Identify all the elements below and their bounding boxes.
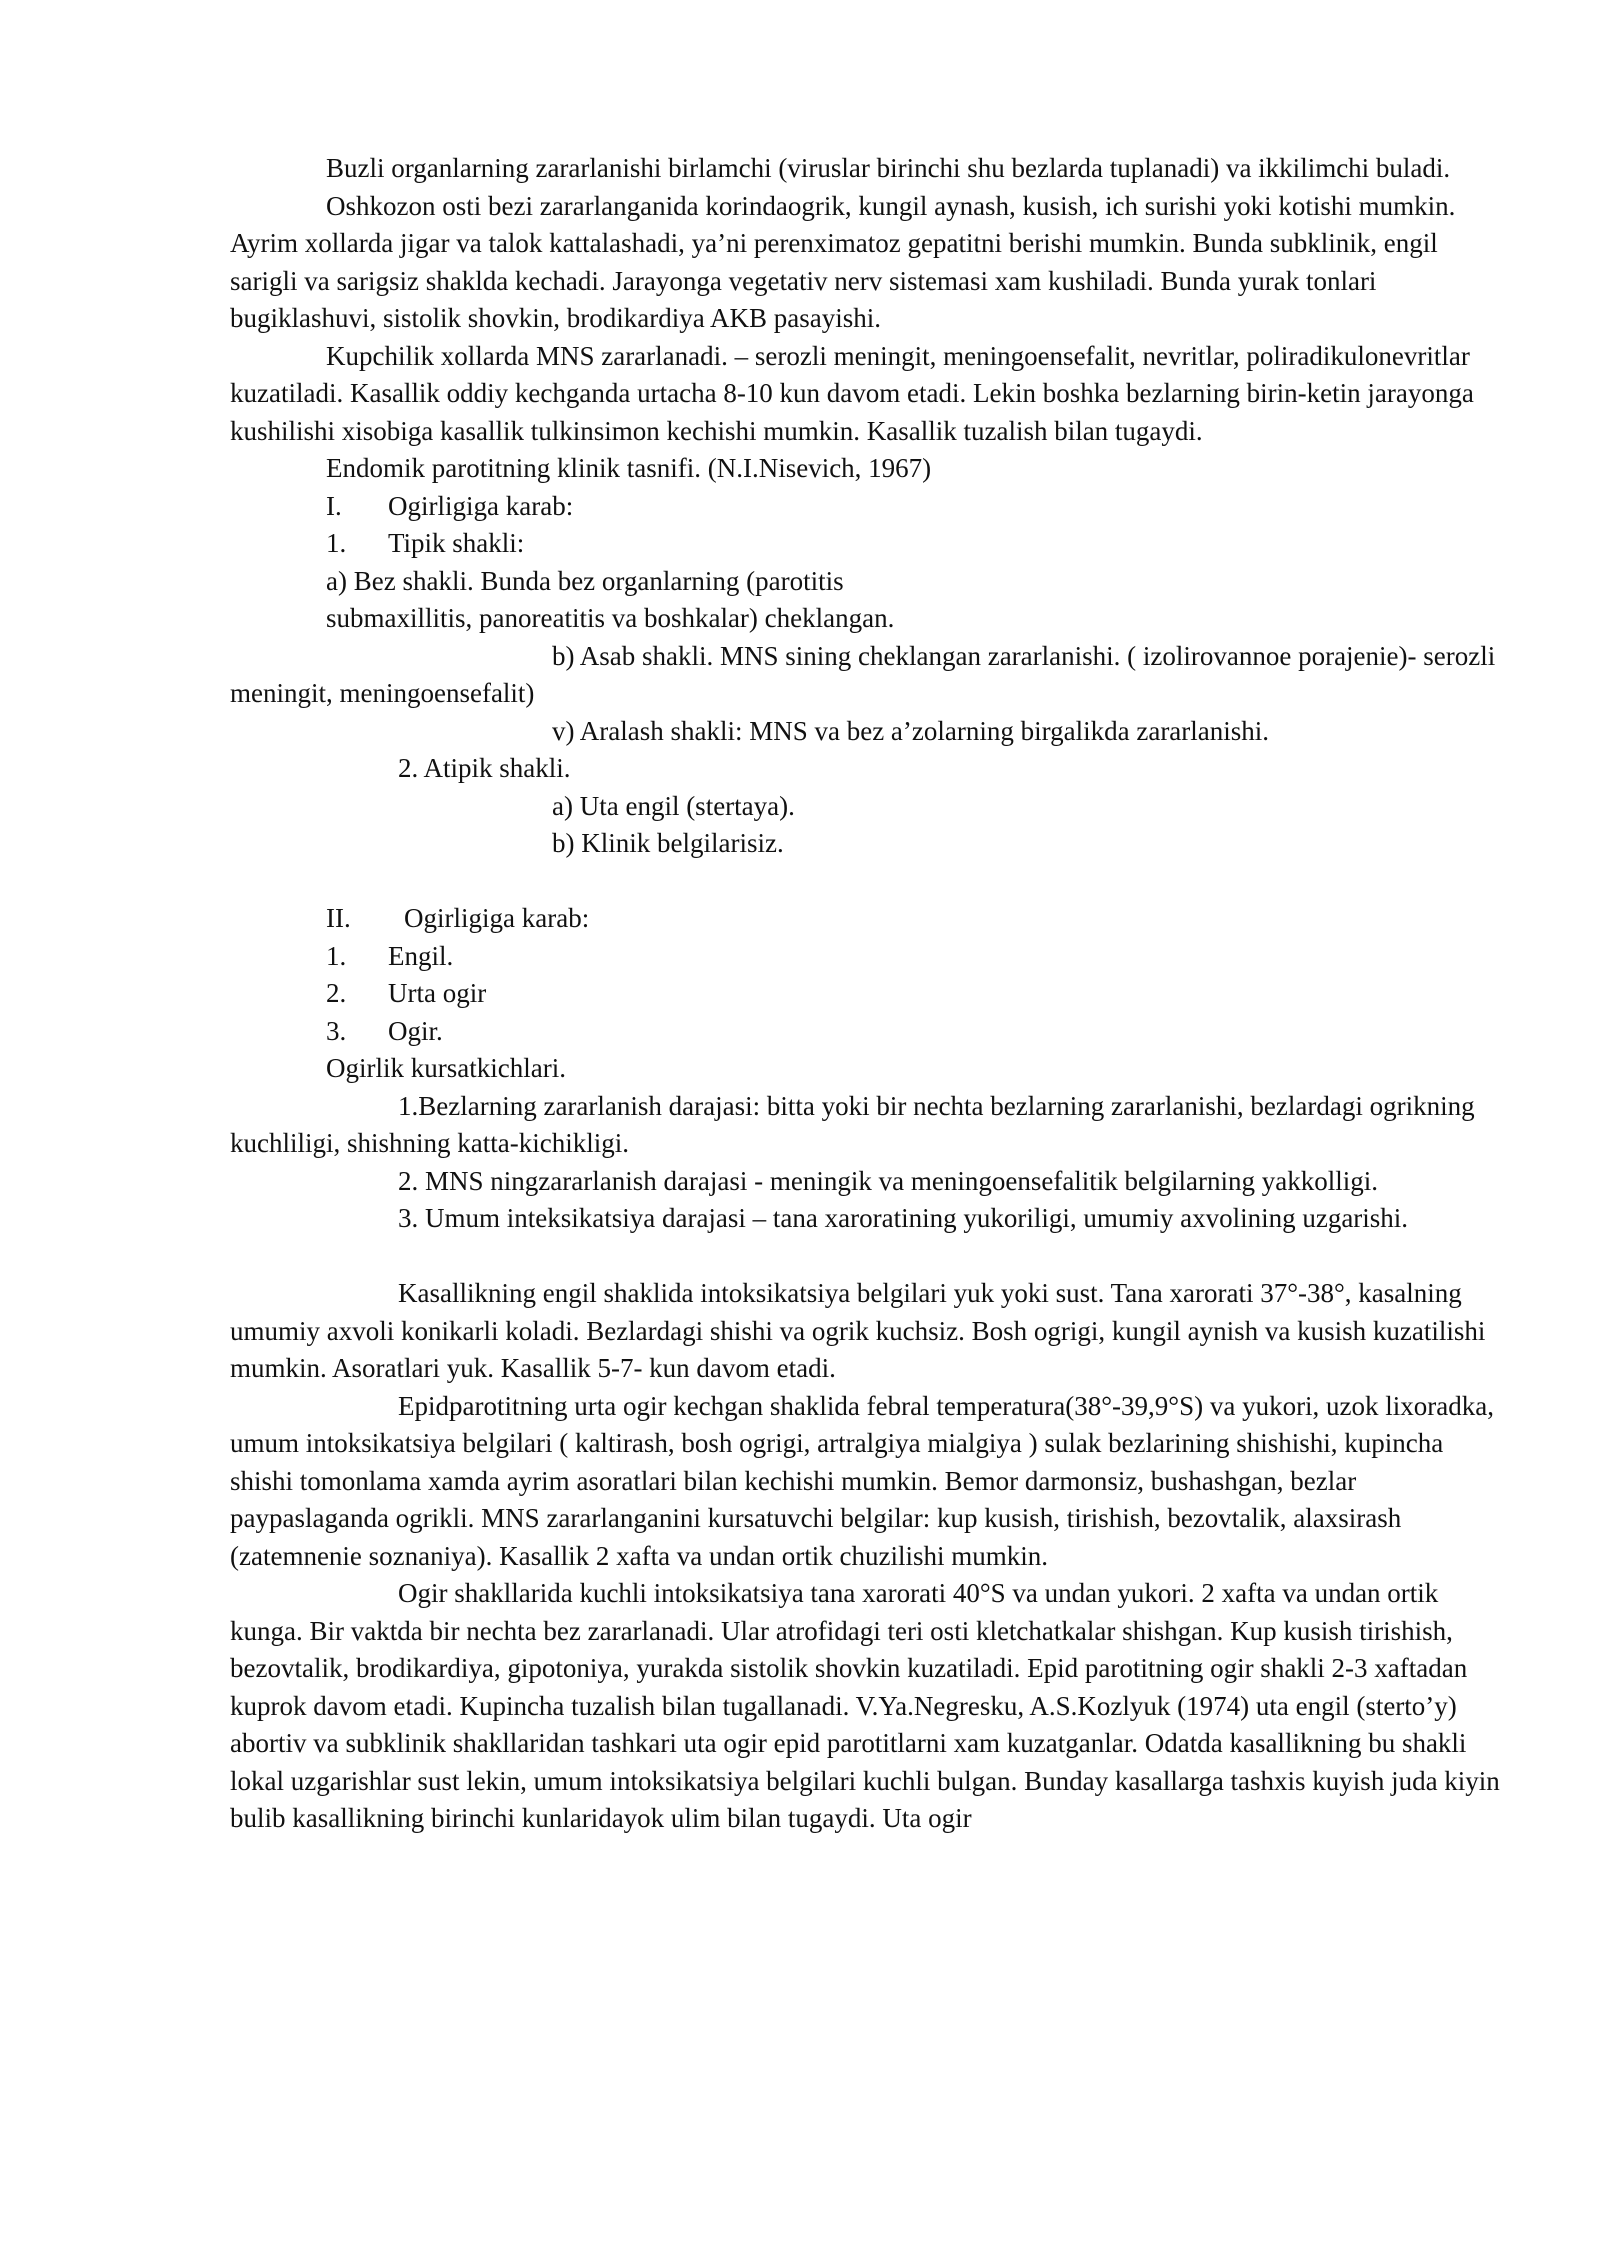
severity-number: 3. <box>326 1015 347 1046</box>
paragraph-cns: Kupchilik xollarda MNS zararlanadi. – serozli meningit, meningoensefalit, nevritlar, poliradikulonevritlar kuzatiladi. Kasallik oddiy kechganda urtacha 8-10 kun davom etadi. Lekin boshka bezlarning birin-ketin jarayonga kushilishi xisobiga kasallik tulkinsimon kechishi mumkin. Kasallik tuzalish bilan tugaydi. <box>230 340 1474 446</box>
typical-form-title: Tipik shakli: <box>388 528 525 558</box>
severity-number: 2. <box>326 978 347 1008</box>
section-2-title: Ogirligiga karab: <box>404 903 590 933</box>
severity-label: Ogir. <box>388 1015 443 1046</box>
typical-a-line2: submaxillitis, panoreatitis va boshkalar) cheklangan. <box>326 603 895 633</box>
section-1-number: I. <box>326 490 342 521</box>
section-1-heading <box>230 488 1500 526</box>
list-item <box>230 938 1500 976</box>
typical-b: b) Asab shakli. MNS sining cheklangan zararlanishi. ( izolirovannoe porajenie)- serozli meningit, meningoensefalit) <box>230 640 1496 708</box>
severity-label: Urta ogir <box>388 978 487 1008</box>
section-2-number: II. <box>326 903 351 933</box>
section-2-heading <box>230 900 1500 938</box>
atypical-b: b) Klinik belgilarisiz. <box>552 828 784 858</box>
indicator-2: 2. MNS ningzararlanish darajasi - meningik va meningoensefalitik belgilarning yakkolligi. <box>398 1165 1379 1196</box>
blank-line <box>230 863 1500 901</box>
paragraph-severe-form: Ogir shakllarida kuchli intoksikatsiya tana xarorati 40°S va undan yukori. 2 xafta va undan ortik kunga. Bir vaktda bir nechta bez zararlanadi. Ular atrofidagi teri osti kletchatkalar shishgan. Kup kusish tirishish, bezovtalik, brodikardiya, gipotoniya, yurakda sistolik shovkin kuzatiladi. Epid parotitning ogir shakli 2-3 xaftadan kuprok davom etadi. Kupincha tuzalish bilan tugallanadi. V.Ya.Negresku, A.S.Kozlyuk (1974) uta engil (sterto’y) abortiv va subklinik shakllaridan tashkari uta ogir epid parotitlarni xam kuzatganlar. Odatda kasallikning bu shakli lokal uzgarishlar sust lekin, umum intoksikatsiya belgilari kuchli bulgan. Bunday kasallarga tashxis kuyish juda kiyin bulib kasallikning birinchi kunlaridayok ulim bilan tugaydi. Uta ogir <box>230 1578 1500 1833</box>
severity-number: 1. <box>326 940 347 971</box>
document-body <box>230 150 1500 1838</box>
atypical-form-heading: 2. Atipik shakli. <box>398 753 571 783</box>
section-1-title: Ogirligiga karab: <box>388 490 574 521</box>
paragraph-mild-form: Kasallikning engil shaklida intoksikatsiya belgilari yuk yoki sust. Tana xarorati 37°-38°, kasalning umumiy axvoli konikarli koladi. Bezlardagi shishi va ogrik kuchsiz. Bosh ogrigi, kungil aynish va kusish kuzatilishi mumkin. Asoratlari yuk. Kasallik 5-7- kun davom etadi. <box>230 1278 1486 1383</box>
paragraph-pancreas: Oshkozon osti bezi zararlanganida korindaogrik, kungil aynash, kusish, ich surishi yoki kotishi mumkin. Ayrim xollarda jigar va talok kattalashadi, ya’ni perenximatoz gepatitni berishi mumkin. Bunda subklinik, engil sarigli va sarigsiz shakldа kechadi. Jarayonga vegetativ nerv sistemasi xam kushiladi. Bunda yurak tonlari bugiklashuvi, sistolik shovkin, brodikardiya AKB pasayishi. <box>230 190 1456 333</box>
paragraph-moderate-form: Epidparotitning urta ogir kechgan shaklida febral temperatura(38°-39,9°S) va yukori, uzok lixoradka, umum intoksikatsiya belgilari ( kaltirash, bosh ogrigi, artralgiya mialgiya ) sulak bezlarining shishishi, kupincha shishi tomonlama xamda ayrim asoratlari bilan kechishi mumkin. Bemor darmonsiz, bushashgan, bezlar paypaslaganda ogrikli. MNS zararlanganini kursatuvchi belgilar: kup kusish, tirishish, bezovtalik, alaxsirash (zatemnenie soznaniya). Kasallik 2 xafta va undan ortik chuzilishi mumkin. <box>230 1390 1495 1571</box>
typical-a-line1: a) Bez shakli. Bunda bez organlarning (parotitis <box>326 565 844 596</box>
typical-form-heading <box>230 525 1500 563</box>
indicator-1: 1.Bezlarning zararlanish darajasi: bitta yoki bir nechta bezlarning zararlanishi, bezlardagi ogrikning kuchliligi, shishning katta-kichikligi. <box>230 1090 1475 1158</box>
indicators-title: Ogirlik kursatkichlari. <box>326 1053 566 1083</box>
list-item <box>230 975 1500 1013</box>
atypical-a: a) Uta engil (stertaya). <box>552 790 795 821</box>
blank-line <box>230 1238 1500 1276</box>
list-item <box>230 1013 1500 1051</box>
typical-v: v) Aralash shakli: MNS va bez a’zolarning birgalikda zararlanishi. <box>552 715 1270 746</box>
typical-form-number: 1. <box>326 528 347 558</box>
paragraph-gland-damage: Buzli organlarning zararlanishi birlamchi (viruslar birinchi shu bezlarda tuplanadi) va ikkilimchi buladi. <box>326 153 1451 183</box>
severity-label: Engil. <box>388 940 454 971</box>
indicator-3: 3. Umum inteksikatsiya darajasi – tana xaroratining yukoriligi, umumiy axvolining uzgarishi. <box>398 1203 1409 1233</box>
classification-heading: Endomik parotitning klinik tasnifi. (N.I.Nisevich, 1967) <box>326 453 932 483</box>
